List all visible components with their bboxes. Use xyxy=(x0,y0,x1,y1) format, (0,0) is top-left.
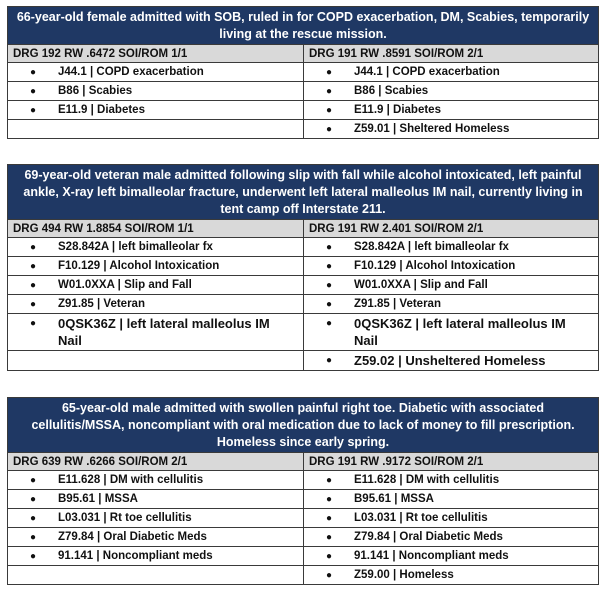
list-item: ● 91.141 | Noncompliant meds xyxy=(8,547,303,565)
case-table-1 xyxy=(7,6,599,139)
bullet-icon: ● xyxy=(29,280,37,291)
bullet-icon: ● xyxy=(29,67,37,78)
left-code-cell xyxy=(8,490,304,509)
list-item: ● Z59.00 | Homeless xyxy=(304,566,598,584)
drg-comparison-grid xyxy=(8,453,598,584)
right-code-cell xyxy=(304,238,598,257)
bullet-icon: ● xyxy=(29,551,37,562)
right-code-cell xyxy=(304,528,598,547)
bullet-icon: ● xyxy=(325,355,333,366)
right-code-cell xyxy=(304,120,598,138)
right-code-cell xyxy=(304,63,598,82)
bullet-icon: ● xyxy=(325,124,333,135)
drg-comparison-grid xyxy=(8,220,598,370)
bullet-icon: ● xyxy=(29,494,37,505)
right-code-cell xyxy=(304,295,598,314)
bullet-icon: ● xyxy=(29,261,37,272)
list-item: ● 91.141 | Noncompliant meds xyxy=(304,547,598,565)
list-item: ● W01.0XXA | Slip and Fall xyxy=(304,276,598,294)
right-code-cell xyxy=(304,314,598,351)
right-code-cell xyxy=(304,490,598,509)
left-code-cell xyxy=(8,295,304,314)
left-code-cell xyxy=(8,276,304,295)
left-empty-cell xyxy=(8,351,304,370)
list-item: ● Z91.85 | Veteran xyxy=(304,295,598,313)
bullet-icon: ● xyxy=(29,513,37,524)
case-description: 69-year-old veteran male admitted following slip with fall while alcohol intoxicated, left painful ankle, X-ray left bimalleolar fracture, underwent left lateral malleolus IM nail, currently living in tent camp off Interstate 211. xyxy=(8,165,598,220)
bullet-icon: ● xyxy=(29,318,37,329)
right-code-cell xyxy=(304,566,598,584)
left-code-cell xyxy=(8,238,304,257)
case-table-3 xyxy=(7,397,599,585)
list-item: ● B95.61 | MSSA xyxy=(8,490,303,508)
list-item: ● Z59.01 | Sheltered Homeless xyxy=(304,120,598,138)
bullet-icon: ● xyxy=(325,280,333,291)
right-code-cell xyxy=(304,101,598,120)
bullet-icon: ● xyxy=(325,318,333,329)
list-item: ● E11.628 | DM with cellulitis xyxy=(8,471,303,489)
bullet-icon: ● xyxy=(325,86,333,97)
case-table-2 xyxy=(7,164,599,371)
drg-left: DRG 639 RW .6266 SOI/ROM 2/1 xyxy=(8,453,304,471)
right-code-cell xyxy=(304,257,598,276)
bullet-icon: ● xyxy=(29,242,37,253)
list-item: ● L03.031 | Rt toe cellulitis xyxy=(8,509,303,527)
bullet-icon: ● xyxy=(325,532,333,543)
bullet-icon: ● xyxy=(325,551,333,562)
list-item: ● F10.129 | Alcohol Intoxication xyxy=(8,257,303,275)
bullet-icon: ● xyxy=(29,105,37,116)
right-code-cell xyxy=(304,471,598,490)
case-description: 65-year-old male admitted with swollen painful right toe. Diabetic with associated cellulitis/MSSA, noncompliant with oral medication due to lack of money to fill prescription. Homeless since early spring. xyxy=(8,398,598,453)
bullet-icon: ● xyxy=(29,86,37,97)
bullet-icon: ● xyxy=(325,242,333,253)
list-item: ● Z79.84 | Oral Diabetic Meds xyxy=(8,528,303,546)
right-code-cell xyxy=(304,82,598,101)
bullet-icon: ● xyxy=(29,299,37,310)
bullet-icon: ● xyxy=(29,532,37,543)
list-item: ● W01.0XXA | Slip and Fall xyxy=(8,276,303,294)
bullet-icon: ● xyxy=(325,513,333,524)
right-code-cell xyxy=(304,276,598,295)
list-item: ● Z79.84 | Oral Diabetic Meds xyxy=(304,528,598,546)
list-item: ● 0QSK36Z | left lateral malleolus IM Nail xyxy=(8,314,303,350)
bullet-icon: ● xyxy=(325,299,333,310)
list-item: ● 0QSK36Z | left lateral malleolus IM Nail xyxy=(304,314,598,350)
bullet-icon: ● xyxy=(325,67,333,78)
list-item: ● S28.842A | left bimalleolar fx xyxy=(8,238,303,256)
left-empty-cell xyxy=(8,120,304,138)
bullet-icon: ● xyxy=(325,494,333,505)
list-item: ● J44.1 | COPD exacerbation xyxy=(8,63,303,81)
list-item: ● Z91.85 | Veteran xyxy=(8,295,303,313)
drg-right: DRG 191 RW .9172 SOI/ROM 2/1 xyxy=(304,453,598,471)
list-item: ● S28.842A | left bimalleolar fx xyxy=(304,238,598,256)
left-code-cell xyxy=(8,528,304,547)
right-code-cell xyxy=(304,509,598,528)
list-item: ● F10.129 | Alcohol Intoxication xyxy=(304,257,598,275)
bullet-icon: ● xyxy=(325,570,333,581)
list-item: ● Z59.02 | Unsheltered Homeless xyxy=(304,351,598,370)
left-code-cell xyxy=(8,101,304,120)
case-description: 66-year-old female admitted with SOB, ruled in for COPD exacerbation, DM, Scabies, temporarily living at the rescue mission. xyxy=(8,7,598,45)
left-code-cell xyxy=(8,314,304,351)
right-code-cell xyxy=(304,351,598,370)
list-item: ● E11.9 | Diabetes xyxy=(304,101,598,119)
left-code-cell xyxy=(8,509,304,528)
drg-comparison-grid xyxy=(8,45,598,138)
left-empty-cell xyxy=(8,566,304,584)
bullet-icon: ● xyxy=(29,475,37,486)
list-item: ● B95.61 | MSSA xyxy=(304,490,598,508)
left-code-cell xyxy=(8,471,304,490)
list-item: ● J44.1 | COPD exacerbation xyxy=(304,63,598,81)
drg-left: DRG 192 RW .6472 SOI/ROM 1/1 xyxy=(8,45,304,63)
list-item: ● E11.9 | Diabetes xyxy=(8,101,303,119)
bullet-icon: ● xyxy=(325,261,333,272)
list-item: ● B86 | Scabies xyxy=(8,82,303,100)
left-code-cell xyxy=(8,63,304,82)
list-item: ● L03.031 | Rt toe cellulitis xyxy=(304,509,598,527)
drg-left: DRG 494 RW 1.8854 SOI/ROM 1/1 xyxy=(8,220,304,238)
left-code-cell xyxy=(8,82,304,101)
drg-right: DRG 191 RW 2.401 SOI/ROM 2/1 xyxy=(304,220,598,238)
drg-right: DRG 191 RW .8591 SOI/ROM 2/1 xyxy=(304,45,598,63)
list-item: ● E11.628 | DM with cellulitis xyxy=(304,471,598,489)
list-item: ● B86 | Scabies xyxy=(304,82,598,100)
left-code-cell xyxy=(8,547,304,566)
right-code-cell xyxy=(304,547,598,566)
bullet-icon: ● xyxy=(325,475,333,486)
bullet-icon: ● xyxy=(325,105,333,116)
left-code-cell xyxy=(8,257,304,276)
